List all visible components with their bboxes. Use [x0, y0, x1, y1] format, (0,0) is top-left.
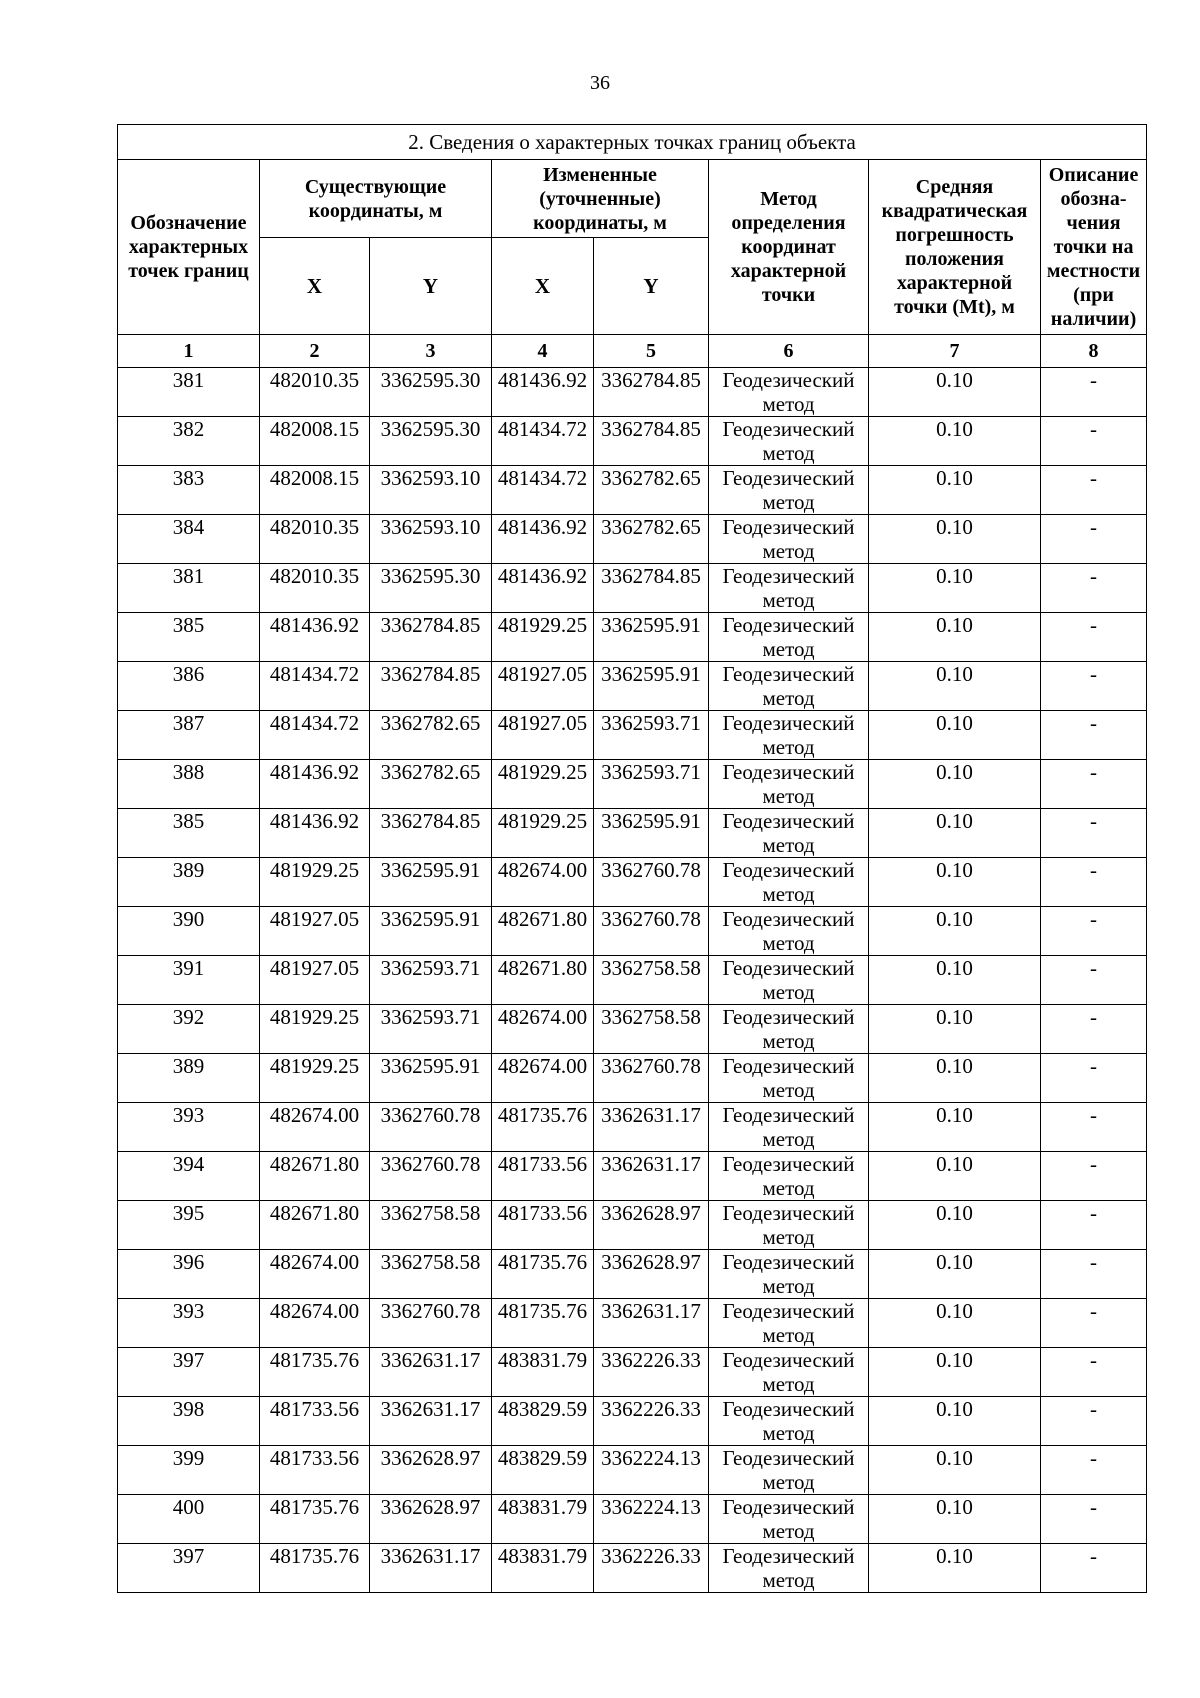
column-number: 5 — [594, 335, 709, 368]
header-changed-x: X — [492, 238, 594, 335]
point-id-cell: 381 — [118, 564, 260, 613]
error-cell: 0.10 — [869, 1054, 1041, 1103]
method-cell: Геодезический метод — [709, 1152, 869, 1201]
point-id-cell: 391 — [118, 956, 260, 1005]
existing-y-cell: 3362595.30 — [370, 417, 492, 466]
error-cell: 0.10 — [869, 1397, 1041, 1446]
column-number: 4 — [492, 335, 594, 368]
boundary-points-table — [117, 124, 1147, 1593]
existing-y-cell: 3362760.78 — [370, 1152, 492, 1201]
point-id-cell: 382 — [118, 417, 260, 466]
changed-y-cell: 3362758.58 — [594, 956, 709, 1005]
method-cell: Геодезический метод — [709, 711, 869, 760]
existing-y-cell: 3362758.58 — [370, 1201, 492, 1250]
existing-x-cell: 482008.15 — [260, 417, 370, 466]
changed-x-cell: 481434.72 — [492, 417, 594, 466]
existing-x-cell: 482671.80 — [260, 1152, 370, 1201]
existing-x-cell: 481929.25 — [260, 858, 370, 907]
method-cell: Геодезический метод — [709, 956, 869, 1005]
point-id-cell: 395 — [118, 1201, 260, 1250]
description-cell: - — [1041, 417, 1147, 466]
header-error: Средняя квадратическая погрешность положения характерной точки (Mt), м — [869, 160, 1041, 335]
existing-x-cell: 481929.25 — [260, 1054, 370, 1103]
error-cell: 0.10 — [869, 1495, 1041, 1544]
error-cell: 0.10 — [869, 956, 1041, 1005]
changed-x-cell: 483831.79 — [492, 1544, 594, 1593]
existing-x-cell: 481735.76 — [260, 1348, 370, 1397]
table-row — [118, 1544, 1147, 1593]
changed-x-cell: 481929.25 — [492, 809, 594, 858]
method-cell: Геодезический метод — [709, 1544, 869, 1593]
description-cell: - — [1041, 515, 1147, 564]
existing-x-cell: 481735.76 — [260, 1495, 370, 1544]
header-changed-coordinates: Измененные (уточненные) координаты, м — [492, 160, 709, 238]
existing-x-cell: 481733.56 — [260, 1446, 370, 1495]
changed-y-cell: 3362760.78 — [594, 1054, 709, 1103]
changed-y-cell: 3362784.85 — [594, 368, 709, 417]
method-cell: Геодезический метод — [709, 466, 869, 515]
point-id-cell: 399 — [118, 1446, 260, 1495]
error-cell: 0.10 — [869, 1103, 1041, 1152]
changed-x-cell: 481735.76 — [492, 1103, 594, 1152]
table-row — [118, 1397, 1147, 1446]
description-cell: - — [1041, 1005, 1147, 1054]
error-cell: 0.10 — [869, 1544, 1041, 1593]
table-row — [118, 711, 1147, 760]
header-existing-x: X — [260, 238, 370, 335]
existing-y-cell: 3362782.65 — [370, 711, 492, 760]
point-id-cell: 385 — [118, 613, 260, 662]
description-cell: - — [1041, 1152, 1147, 1201]
existing-y-cell: 3362628.97 — [370, 1495, 492, 1544]
description-cell: - — [1041, 1495, 1147, 1544]
changed-x-cell: 482674.00 — [492, 858, 594, 907]
existing-y-cell: 3362593.10 — [370, 466, 492, 515]
error-cell: 0.10 — [869, 1446, 1041, 1495]
method-cell: Геодезический метод — [709, 613, 869, 662]
method-cell: Геодезический метод — [709, 1495, 869, 1544]
description-cell: - — [1041, 1299, 1147, 1348]
existing-y-cell: 3362760.78 — [370, 1299, 492, 1348]
existing-x-cell: 482674.00 — [260, 1299, 370, 1348]
changed-y-cell: 3362226.33 — [594, 1348, 709, 1397]
existing-x-cell: 481733.56 — [260, 1397, 370, 1446]
header-designation: Обозначение характерных точек границ — [118, 160, 260, 335]
point-id-cell: 394 — [118, 1152, 260, 1201]
method-cell: Геодезический метод — [709, 515, 869, 564]
existing-y-cell: 3362782.65 — [370, 760, 492, 809]
description-cell: - — [1041, 1446, 1147, 1495]
existing-x-cell: 482008.15 — [260, 466, 370, 515]
error-cell: 0.10 — [869, 760, 1041, 809]
method-cell: Геодезический метод — [709, 1446, 869, 1495]
changed-x-cell: 482671.80 — [492, 956, 594, 1005]
point-id-cell: 389 — [118, 858, 260, 907]
method-cell: Геодезический метод — [709, 564, 869, 613]
description-cell: - — [1041, 858, 1147, 907]
existing-x-cell: 481735.76 — [260, 1544, 370, 1593]
changed-x-cell: 483831.79 — [492, 1348, 594, 1397]
point-id-cell: 397 — [118, 1544, 260, 1593]
changed-x-cell: 481927.05 — [492, 711, 594, 760]
changed-y-cell: 3362224.13 — [594, 1446, 709, 1495]
point-id-cell: 393 — [118, 1299, 260, 1348]
method-cell: Геодезический метод — [709, 1299, 869, 1348]
changed-x-cell: 481929.25 — [492, 613, 594, 662]
error-cell: 0.10 — [869, 858, 1041, 907]
error-cell: 0.10 — [869, 466, 1041, 515]
point-id-cell: 385 — [118, 809, 260, 858]
point-id-cell: 381 — [118, 368, 260, 417]
method-cell: Геодезический метод — [709, 1250, 869, 1299]
changed-y-cell: 3362628.97 — [594, 1250, 709, 1299]
changed-x-cell: 481735.76 — [492, 1299, 594, 1348]
table-row — [118, 1103, 1147, 1152]
table-row — [118, 515, 1147, 564]
existing-x-cell: 481434.72 — [260, 711, 370, 760]
error-cell: 0.10 — [869, 1201, 1041, 1250]
changed-y-cell: 3362595.91 — [594, 613, 709, 662]
error-cell: 0.10 — [869, 1348, 1041, 1397]
header-changed-y: Y — [594, 238, 709, 335]
changed-y-cell: 3362595.91 — [594, 662, 709, 711]
column-number: 8 — [1041, 335, 1147, 368]
header-existing-coordinates: Существующие координаты, м — [260, 160, 492, 238]
point-id-cell: 398 — [118, 1397, 260, 1446]
error-cell: 0.10 — [869, 1250, 1041, 1299]
point-id-cell: 383 — [118, 466, 260, 515]
table-row — [118, 956, 1147, 1005]
existing-y-cell: 3362595.30 — [370, 368, 492, 417]
description-cell: - — [1041, 1054, 1147, 1103]
description-cell: - — [1041, 1103, 1147, 1152]
point-id-cell: 384 — [118, 515, 260, 564]
changed-x-cell: 481929.25 — [492, 760, 594, 809]
existing-y-cell: 3362631.17 — [370, 1348, 492, 1397]
changed-y-cell: 3362758.58 — [594, 1005, 709, 1054]
method-cell: Геодезический метод — [709, 417, 869, 466]
existing-x-cell: 482674.00 — [260, 1250, 370, 1299]
existing-y-cell: 3362758.58 — [370, 1250, 492, 1299]
existing-x-cell: 482010.35 — [260, 515, 370, 564]
error-cell: 0.10 — [869, 613, 1041, 662]
changed-x-cell: 483831.79 — [492, 1495, 594, 1544]
changed-y-cell: 3362784.85 — [594, 564, 709, 613]
changed-x-cell: 481735.76 — [492, 1250, 594, 1299]
column-number: 3 — [370, 335, 492, 368]
description-cell: - — [1041, 809, 1147, 858]
changed-y-cell: 3362226.33 — [594, 1397, 709, 1446]
changed-x-cell: 481436.92 — [492, 564, 594, 613]
changed-y-cell: 3362782.65 — [594, 466, 709, 515]
table-row — [118, 368, 1147, 417]
column-number: 2 — [260, 335, 370, 368]
changed-x-cell: 483829.59 — [492, 1446, 594, 1495]
error-cell: 0.10 — [869, 417, 1041, 466]
method-cell: Геодезический метод — [709, 1103, 869, 1152]
method-cell: Геодезический метод — [709, 662, 869, 711]
column-number: 6 — [709, 335, 869, 368]
changed-y-cell: 3362226.33 — [594, 1544, 709, 1593]
table-row — [118, 466, 1147, 515]
table-row — [118, 564, 1147, 613]
method-cell: Геодезический метод — [709, 1054, 869, 1103]
changed-x-cell: 483829.59 — [492, 1397, 594, 1446]
description-cell: - — [1041, 956, 1147, 1005]
column-number: 1 — [118, 335, 260, 368]
existing-y-cell: 3362595.91 — [370, 907, 492, 956]
description-cell: - — [1041, 368, 1147, 417]
changed-x-cell: 481436.92 — [492, 515, 594, 564]
point-id-cell: 393 — [118, 1103, 260, 1152]
description-cell: - — [1041, 1544, 1147, 1593]
table-caption: 2. Сведения о характерных точках границ объекта — [118, 125, 1147, 160]
existing-y-cell: 3362595.91 — [370, 858, 492, 907]
changed-y-cell: 3362760.78 — [594, 907, 709, 956]
existing-x-cell: 481434.72 — [260, 662, 370, 711]
existing-y-cell: 3362593.71 — [370, 956, 492, 1005]
changed-y-cell: 3362631.17 — [594, 1299, 709, 1348]
existing-y-cell: 3362595.30 — [370, 564, 492, 613]
changed-y-cell: 3362628.97 — [594, 1201, 709, 1250]
existing-y-cell: 3362784.85 — [370, 613, 492, 662]
description-cell: - — [1041, 711, 1147, 760]
changed-y-cell: 3362593.71 — [594, 760, 709, 809]
table-row — [118, 760, 1147, 809]
existing-x-cell: 482010.35 — [260, 564, 370, 613]
column-number: 7 — [869, 335, 1041, 368]
changed-x-cell: 482674.00 — [492, 1005, 594, 1054]
point-id-cell: 400 — [118, 1495, 260, 1544]
existing-y-cell: 3362760.78 — [370, 1103, 492, 1152]
changed-y-cell: 3362784.85 — [594, 417, 709, 466]
error-cell: 0.10 — [869, 1005, 1041, 1054]
existing-y-cell: 3362784.85 — [370, 662, 492, 711]
description-cell: - — [1041, 564, 1147, 613]
error-cell: 0.10 — [869, 711, 1041, 760]
description-cell: - — [1041, 613, 1147, 662]
changed-y-cell: 3362760.78 — [594, 858, 709, 907]
description-cell: - — [1041, 907, 1147, 956]
header-description: Описание обозна-чения точки на местности (при наличии) — [1041, 160, 1147, 335]
table-row — [118, 1446, 1147, 1495]
existing-x-cell: 481436.92 — [260, 809, 370, 858]
description-cell: - — [1041, 1397, 1147, 1446]
existing-x-cell: 482671.80 — [260, 1201, 370, 1250]
point-id-cell: 397 — [118, 1348, 260, 1397]
error-cell: 0.10 — [869, 368, 1041, 417]
table-row — [118, 662, 1147, 711]
changed-x-cell: 482671.80 — [492, 907, 594, 956]
point-id-cell: 390 — [118, 907, 260, 956]
method-cell: Геодезический метод — [709, 1201, 869, 1250]
point-id-cell: 392 — [118, 1005, 260, 1054]
existing-y-cell: 3362595.91 — [370, 1054, 492, 1103]
existing-y-cell: 3362593.10 — [370, 515, 492, 564]
error-cell: 0.10 — [869, 809, 1041, 858]
existing-x-cell: 482674.00 — [260, 1103, 370, 1152]
changed-y-cell: 3362595.91 — [594, 809, 709, 858]
existing-x-cell: 481927.05 — [260, 907, 370, 956]
header-existing-y: Y — [370, 238, 492, 335]
table-row — [118, 1299, 1147, 1348]
description-cell: - — [1041, 1201, 1147, 1250]
method-cell: Геодезический метод — [709, 858, 869, 907]
table-row — [118, 907, 1147, 956]
method-cell: Геодезический метод — [709, 809, 869, 858]
existing-x-cell: 481929.25 — [260, 1005, 370, 1054]
changed-x-cell: 481733.56 — [492, 1201, 594, 1250]
existing-x-cell: 481927.05 — [260, 956, 370, 1005]
method-cell: Геодезический метод — [709, 1397, 869, 1446]
table-row — [118, 1005, 1147, 1054]
method-cell: Геодезический метод — [709, 760, 869, 809]
point-id-cell: 389 — [118, 1054, 260, 1103]
table-row — [118, 1201, 1147, 1250]
existing-x-cell: 481436.92 — [260, 613, 370, 662]
error-cell: 0.10 — [869, 907, 1041, 956]
method-cell: Геодезический метод — [709, 1005, 869, 1054]
point-id-cell: 388 — [118, 760, 260, 809]
table-row — [118, 1054, 1147, 1103]
table-row — [118, 1250, 1147, 1299]
method-cell: Геодезический метод — [709, 907, 869, 956]
description-cell: - — [1041, 1348, 1147, 1397]
method-cell: Геодезический метод — [709, 368, 869, 417]
table-row — [118, 809, 1147, 858]
changed-x-cell: 481434.72 — [492, 466, 594, 515]
description-cell: - — [1041, 466, 1147, 515]
changed-y-cell: 3362782.65 — [594, 515, 709, 564]
existing-y-cell: 3362631.17 — [370, 1544, 492, 1593]
existing-x-cell: 482010.35 — [260, 368, 370, 417]
table-row — [118, 1348, 1147, 1397]
existing-y-cell: 3362593.71 — [370, 1005, 492, 1054]
error-cell: 0.10 — [869, 515, 1041, 564]
changed-x-cell: 481927.05 — [492, 662, 594, 711]
table-body — [118, 368, 1147, 1593]
point-id-cell: 387 — [118, 711, 260, 760]
changed-y-cell: 3362631.17 — [594, 1152, 709, 1201]
existing-x-cell: 481436.92 — [260, 760, 370, 809]
existing-y-cell: 3362784.85 — [370, 809, 492, 858]
error-cell: 0.10 — [869, 564, 1041, 613]
method-cell: Геодезический метод — [709, 1348, 869, 1397]
description-cell: - — [1041, 662, 1147, 711]
existing-y-cell: 3362628.97 — [370, 1446, 492, 1495]
changed-y-cell: 3362631.17 — [594, 1103, 709, 1152]
page-number: 36 — [590, 72, 610, 94]
table-row — [118, 1152, 1147, 1201]
error-cell: 0.10 — [869, 662, 1041, 711]
changed-x-cell: 481733.56 — [492, 1152, 594, 1201]
changed-y-cell: 3362593.71 — [594, 711, 709, 760]
changed-x-cell: 481436.92 — [492, 368, 594, 417]
existing-y-cell: 3362631.17 — [370, 1397, 492, 1446]
error-cell: 0.10 — [869, 1152, 1041, 1201]
point-id-cell: 396 — [118, 1250, 260, 1299]
changed-x-cell: 482674.00 — [492, 1054, 594, 1103]
table-row — [118, 613, 1147, 662]
table-row — [118, 417, 1147, 466]
table-row — [118, 1495, 1147, 1544]
description-cell: - — [1041, 760, 1147, 809]
description-cell: - — [1041, 1250, 1147, 1299]
error-cell: 0.10 — [869, 1299, 1041, 1348]
changed-y-cell: 3362224.13 — [594, 1495, 709, 1544]
header-method: Метод определения координат характерной точки — [709, 160, 869, 335]
table-row — [118, 858, 1147, 907]
point-id-cell: 386 — [118, 662, 260, 711]
